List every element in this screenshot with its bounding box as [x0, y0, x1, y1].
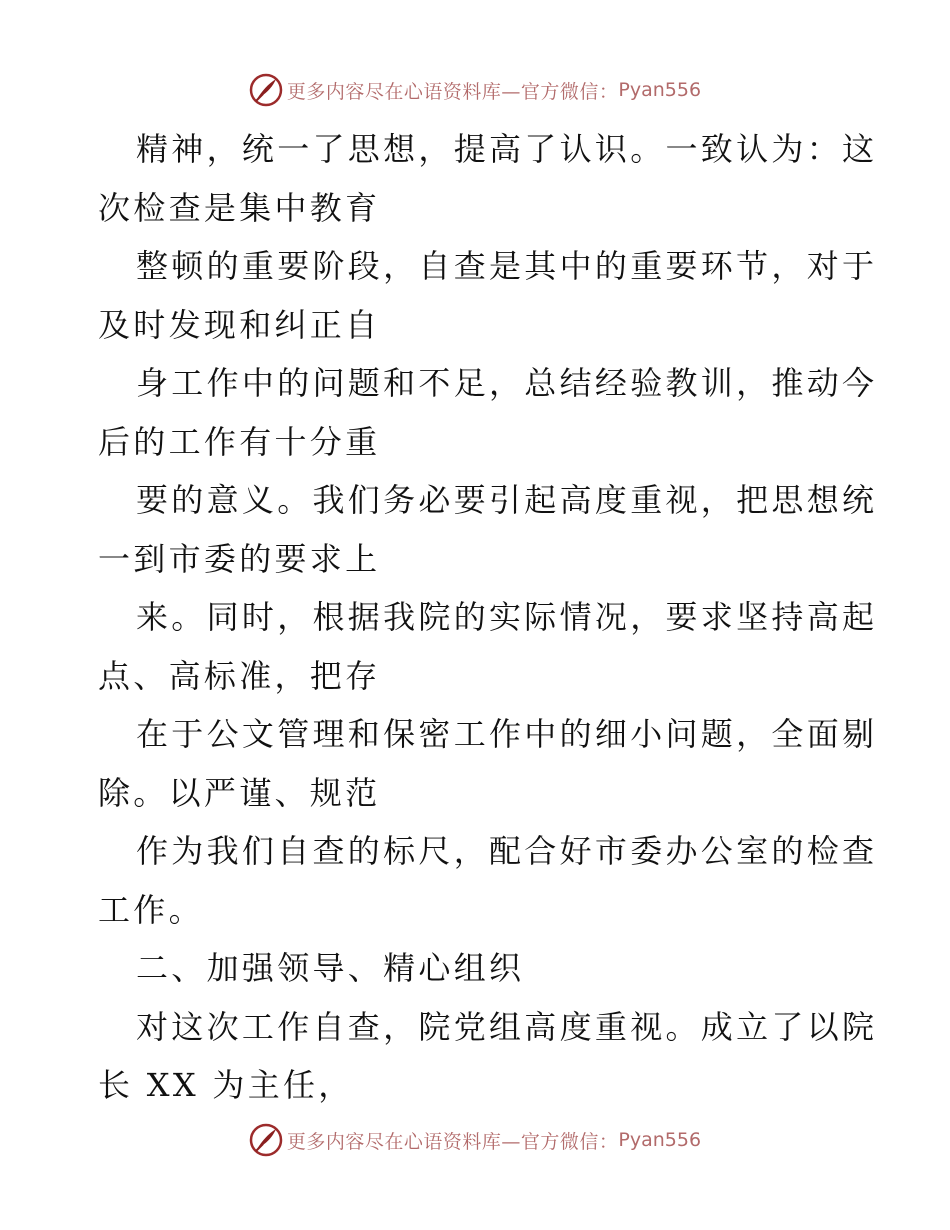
section-heading: 二、加强领导、精心组织	[136, 949, 525, 987]
text-line: 作为我们自查的标尺，配合好市委办公室的检查	[136, 832, 878, 870]
text-line: 工作。	[98, 890, 204, 929]
header-banner	[0, 70, 950, 110]
text-line: 次检查是集中教育	[98, 188, 381, 227]
text-line: 在于公文管理和保密工作中的细小问题，全面剔	[136, 715, 878, 753]
text-line: 身工作中的问题和不足，总结经验教训，推动今	[136, 364, 878, 402]
text-line: 及时发现和纠正自	[98, 305, 381, 344]
text-line: 要的意义。我们务必要引起高度重视，把思想统	[136, 481, 878, 519]
text-line: 后的工作有十分重	[98, 422, 381, 461]
text-line: 整顿的重要阶段，自查是其中的重要环节，对于	[136, 247, 878, 285]
text-line: 来。同时，根据我院的实际情况，要求坚持高起	[136, 598, 878, 636]
feather-logo-icon	[249, 73, 283, 107]
text-line: 点、高标准，把存	[98, 656, 381, 695]
text-line: 一到市委的要求上	[98, 539, 381, 578]
footer-banner-text: 更多内容尽在心语资料库—官方微信：	[286, 1130, 619, 1153]
footer-banner	[0, 1120, 950, 1160]
footer-wechat-id: Pyan556	[618, 1129, 702, 1151]
text-line: 对这次工作自查，院党组高度重视。成立了以院	[136, 1007, 878, 1046]
header-banner-text: 更多内容尽在心语资料库—官方微信：	[286, 80, 619, 103]
text-line: 除。以严谨、规范	[98, 773, 381, 812]
text-line: 精神，统一了思想，提高了认识。一致认为：这	[136, 130, 878, 168]
header-wechat-id: Pyan556	[618, 79, 702, 101]
document-body	[98, 120, 878, 1115]
feather-logo-icon	[249, 1123, 283, 1157]
text-line: 长 XX 为主任，	[98, 1066, 354, 1104]
